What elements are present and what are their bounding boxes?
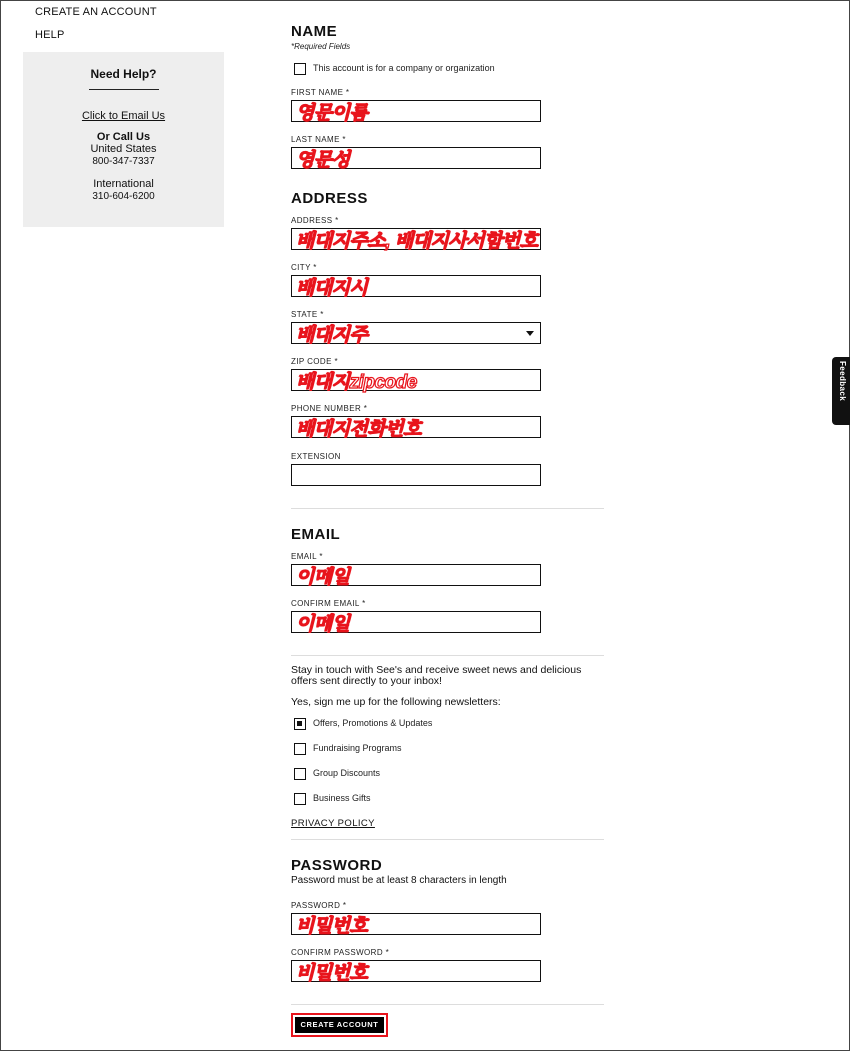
help-title: Need Help?	[90, 67, 157, 81]
extension-label: EXTENSION	[291, 452, 341, 461]
last-name-value: 영문성	[296, 150, 350, 171]
phone-input[interactable]	[291, 416, 541, 438]
need-help-box	[23, 52, 224, 227]
state-label: STATE *	[291, 310, 324, 319]
city-value: 배대지시	[296, 278, 368, 299]
call-us-heading: Or Call Us	[96, 131, 151, 143]
city-label: CITY *	[291, 263, 317, 272]
first-name-value: 영문이름	[296, 103, 368, 124]
first-name-input[interactable]	[291, 100, 541, 122]
address-section-title: ADDRESS	[291, 190, 368, 207]
password-label: PASSWORD *	[291, 901, 347, 910]
password-section-title: PASSWORD	[291, 857, 383, 874]
create-account-button[interactable]: CREATE ACCOUNT	[295, 1017, 384, 1033]
section-divider	[291, 1004, 604, 1005]
zip-value: 배대지zipcode	[296, 372, 417, 393]
city-input[interactable]	[291, 275, 541, 297]
fundraising-checkbox-label: Fundraising Programs	[313, 743, 402, 753]
phone-value: 배대지전화번호	[296, 419, 421, 440]
help-title-rule	[89, 89, 159, 90]
business-gifts-checkbox-label: Business Gifts	[313, 793, 371, 803]
state-value: 배대지주	[296, 325, 368, 346]
fundraising-checkbox[interactable]	[294, 743, 306, 755]
privacy-policy-link[interactable]: PRIVACY POLICY	[291, 818, 375, 829]
last-name-label: LAST NAME *	[291, 135, 346, 144]
name-section-title: NAME	[291, 23, 338, 40]
section-divider	[291, 839, 604, 840]
address-input[interactable]	[291, 228, 541, 250]
us-phone: 800-347-7337	[92, 156, 155, 167]
zip-input[interactable]	[291, 369, 541, 391]
confirm-email-label: CONFIRM EMAIL *	[291, 599, 366, 608]
address-label: ADDRESS *	[291, 216, 339, 225]
section-divider	[291, 655, 604, 656]
email-section-title: EMAIL	[291, 526, 341, 543]
section-divider	[291, 508, 604, 509]
nav-create-account-link[interactable]: CREATE AN ACCOUNT	[35, 6, 157, 18]
email-value: 이메일	[296, 567, 350, 588]
confirm-password-input[interactable]	[291, 960, 541, 982]
create-account-highlight	[291, 1013, 388, 1037]
nav-help-link[interactable]: HELP	[35, 29, 65, 41]
newsletter-signup-text: Yes, sign me up for the following newsletters:	[291, 696, 501, 708]
email-input[interactable]	[291, 564, 541, 586]
company-checkbox[interactable]	[294, 63, 306, 75]
intl-phone: 310-604-6200	[92, 191, 155, 202]
last-name-input[interactable]	[291, 147, 541, 169]
us-label: United States	[90, 143, 157, 155]
chevron-down-icon	[526, 331, 534, 336]
newsletter-intro-line2: offers sent directly to your inbox!	[291, 675, 442, 687]
zip-label: ZIP CODE *	[291, 357, 338, 366]
company-checkbox-label: This account is for a company or organization	[313, 63, 495, 73]
confirm-email-value: 이메일	[296, 614, 350, 635]
confirm-password-label: CONFIRM PASSWORD *	[291, 948, 390, 957]
state-select[interactable]	[291, 322, 541, 344]
confirm-password-value: 비밀번호	[296, 963, 368, 984]
email-us-link[interactable]: Click to Email Us	[81, 110, 166, 122]
newsletter-intro-line1: Stay in touch with See's and receive sweet news and delicious	[291, 664, 582, 676]
required-fields-note: *Required Fields	[291, 42, 351, 51]
phone-label: PHONE NUMBER *	[291, 404, 368, 413]
feedback-tab-label: Feedback	[838, 361, 847, 402]
business-gifts-checkbox[interactable]	[294, 793, 306, 805]
confirm-email-input[interactable]	[291, 611, 541, 633]
newsletter-intro	[291, 665, 611, 687]
group-discounts-checkbox[interactable]	[294, 768, 306, 780]
password-value: 비밀번호	[296, 916, 368, 937]
password-hint: Password must be at least 8 characters in length	[291, 875, 507, 886]
extension-input[interactable]	[291, 464, 541, 486]
feedback-tab[interactable]	[832, 357, 850, 425]
email-label: EMAIL *	[291, 552, 323, 561]
first-name-label: FIRST NAME *	[291, 88, 350, 97]
intl-label: International	[93, 178, 154, 190]
password-input[interactable]	[291, 913, 541, 935]
group-discounts-checkbox-label: Group Discounts	[313, 768, 381, 778]
offers-checkbox-label: Offers, Promotions & Updates	[313, 718, 433, 728]
address-value: 배대지주소, 배대지사서함번호	[296, 231, 538, 252]
offers-checkbox[interactable]	[294, 718, 306, 730]
